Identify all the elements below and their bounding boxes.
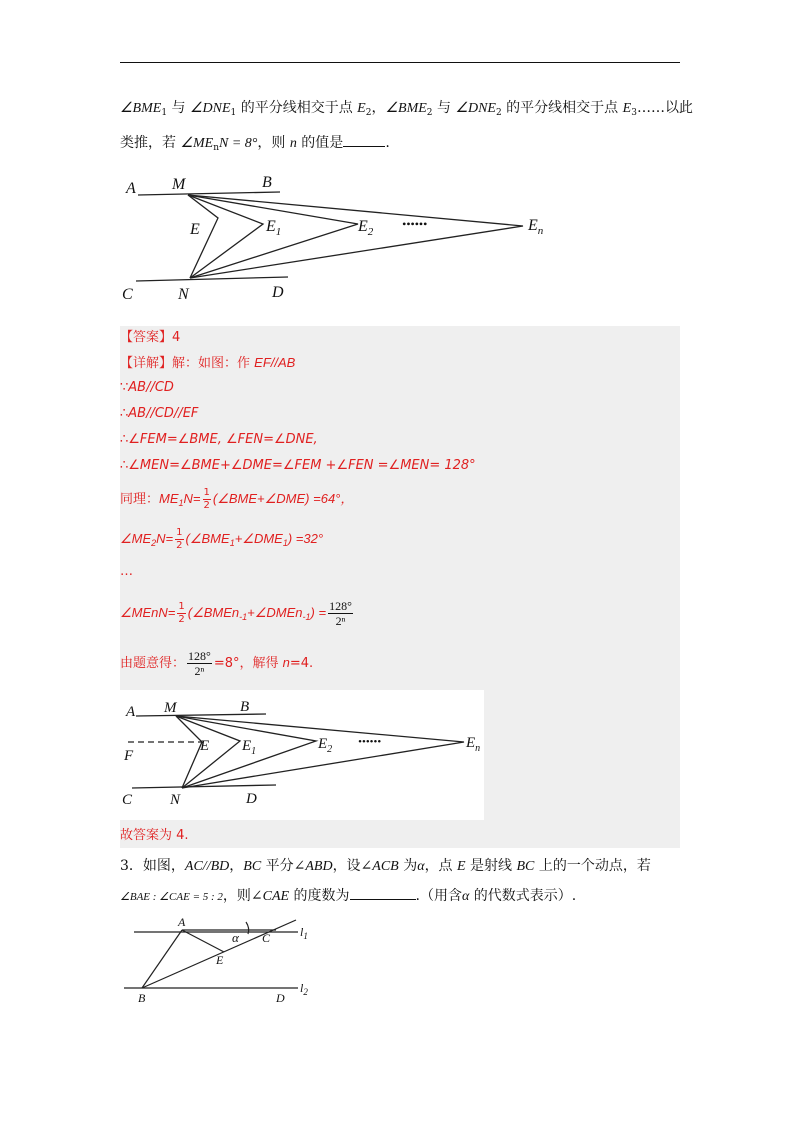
label-e: E	[216, 953, 224, 967]
label-m: M	[164, 700, 177, 716]
label-b: B	[240, 699, 250, 715]
ellipsis-dots: ••••••	[358, 736, 382, 748]
label-c: C	[262, 931, 271, 945]
label-c: C	[122, 792, 133, 808]
label-en: $E_n$	[466, 735, 481, 754]
figure-1	[118, 168, 568, 308]
label-e: E	[200, 738, 210, 754]
step-parallel-given: ∵AB//CD	[120, 380, 174, 395]
line-cd	[132, 785, 276, 788]
label-a: A	[126, 704, 136, 720]
label-e2: $E_2$	[318, 736, 333, 755]
label-d: D	[246, 791, 257, 807]
step-parallel-all: ∴AB//CD//EF	[120, 406, 199, 421]
path-en	[176, 716, 464, 788]
answer-blank	[350, 899, 416, 900]
label-n: N	[170, 792, 181, 808]
problem3-line2: ∠BAE : ∠CAE = 5 : 2，则∠CAE 的度数为 .（用含α 的代数式表示）.	[120, 888, 577, 904]
label-a: A	[178, 915, 186, 929]
step-menn: ∠MEnN= $\frac{1}{2}$ (∠BMEn$_{-1}$+∠DMEn$_{-1}$) = $\frac{128^\circ}{\text{2ⁿ}}$	[120, 599, 352, 628]
step-solve: 由题意得： $\frac{128^\circ}{\text{2ⁿ}}$ =8°，解得 n=4.	[120, 649, 314, 678]
label-b: B	[262, 174, 272, 191]
label-l2: $l_2$	[300, 981, 308, 997]
fraction-half: $\frac{1}{2}$	[178, 601, 185, 625]
fraction-half: $\frac{1}{2}$	[176, 527, 183, 551]
header-rule	[120, 62, 680, 63]
step-ellipsis: …	[120, 564, 133, 579]
line-cd	[136, 277, 288, 281]
fraction-half: $\frac{1}{2}$	[203, 487, 210, 511]
final-answer: 故答案为 4.	[120, 828, 189, 843]
step-men-sum: ∴∠MEN=∠BME+∠DME=∠FEM +∠FEN =∠MEN= 128°	[120, 458, 476, 473]
label-c: C	[122, 286, 133, 303]
answer-blank	[343, 146, 385, 147]
label-en: $E_n$	[528, 217, 544, 237]
step-equal-angles: ∴∠FEM=∠BME, ∠FEN=∠DNE,	[120, 432, 318, 447]
label-b: B	[138, 991, 146, 1005]
problem2-line2: 类推，若 $\angle ME_nN = 8^\circ$，则 n 的值是 .	[120, 135, 390, 153]
label-e1: $E_1$	[242, 738, 257, 757]
label-m: M	[172, 176, 186, 193]
label-l1: $l_1$	[300, 925, 308, 941]
fraction-128-over-2n: $\frac{128^\circ}{\text{2ⁿ}}$	[329, 599, 352, 628]
problem2-line1: $\angle BME_1$ 与 $\angle DNE_1$ 的平分线相交于点 $E_2$，$\angle BME_2$ 与 $\angle DNE_2$ 的平分线相交于点 $E_3\dots\dots$以此	[120, 100, 693, 118]
segment-ae	[182, 930, 224, 952]
label-f: F	[124, 748, 134, 764]
label-e2: $E_2$	[358, 218, 374, 238]
figure-3	[120, 912, 330, 1012]
label-n: N	[178, 286, 189, 303]
line-ab	[138, 192, 280, 195]
detail-line: 【详解】解：如图：作 EF//AB	[120, 355, 296, 371]
label-alpha: α	[232, 930, 239, 945]
label-d: D	[276, 991, 285, 1005]
problem3-line1: 3．如图，AC//BD，BC 平分∠ABD，设∠ACB 为α，点 E 是射线 BC 上的一个动点，若	[120, 858, 651, 874]
label-e: E	[190, 221, 200, 238]
figure-2	[118, 696, 498, 816]
label-a: A	[126, 180, 136, 197]
answer-label: 【答案】4	[120, 330, 181, 345]
ellipsis-dots: ••••••	[402, 217, 428, 231]
step-me2n: $\angle ME_2N=$ $\frac{1}{2}$ $(\angle BME_1+\angle DME_1) =32^\circ$	[120, 527, 324, 551]
fraction-128-over-2n: $\frac{128^\circ}{\text{2ⁿ}}$	[188, 649, 211, 678]
label-d: D	[272, 284, 284, 301]
path-e	[176, 716, 202, 788]
step-me1n: 同理：$ME_1N=$ $\frac{1}{2}$ (∠BME+∠DME) =64°，	[120, 487, 354, 511]
path-en	[188, 195, 523, 278]
label-e1: $E_1$	[266, 218, 282, 238]
